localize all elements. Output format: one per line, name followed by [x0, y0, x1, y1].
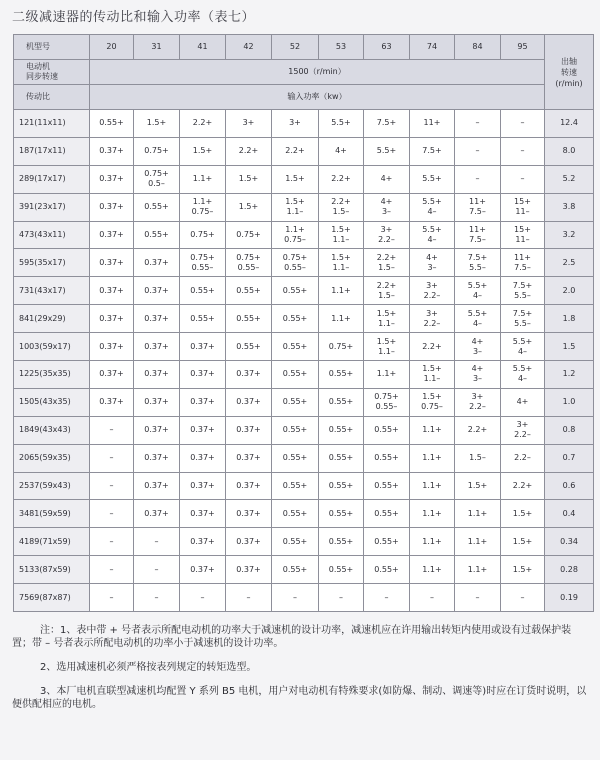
power-cell: 1.5+ [501, 556, 545, 584]
power-cell: – [90, 528, 134, 556]
power-cell: 7.5+ 5.5– [501, 277, 545, 305]
table-title: 二级减速器的传动比和输入功率（表七） [12, 10, 256, 25]
ratio-cell: 731(43x17) [14, 277, 90, 305]
model-header-cell: 53 [319, 35, 364, 60]
power-cell: 1.5+ 1.1– [319, 249, 364, 277]
power-cell: 0.75+ 0.5– [134, 165, 180, 193]
ratio-cell: 595(35x17) [14, 249, 90, 277]
power-cell: 1.5+ 1.1– [364, 305, 410, 333]
ratio-cell: 187(17x11) [14, 137, 90, 165]
output-speed-cell: 2.5 [545, 249, 594, 277]
power-cell: 0.55+ [180, 277, 226, 305]
power-cell: 1.5– [455, 444, 501, 472]
power-cell: 3+ 2.2– [501, 416, 545, 444]
power-cell: 0.55+ [319, 444, 364, 472]
power-cell: 0.75+ 0.55– [180, 249, 226, 277]
power-cell: 0.37+ [90, 249, 134, 277]
power-cell: 0.55+ [272, 361, 319, 389]
power-cell: 0.37+ [180, 472, 226, 500]
power-cell: 0.55+ [272, 500, 319, 528]
power-cell: 0.37+ [180, 361, 226, 389]
power-cell: 0.55+ [319, 361, 364, 389]
power-cell: 0.55+ [364, 444, 410, 472]
power-cell: 0.37+ [180, 444, 226, 472]
power-cell: 0.37+ [226, 388, 272, 416]
power-cell: 1.5+ [501, 500, 545, 528]
power-cell: – [455, 584, 501, 612]
power-cell: 0.55+ [272, 333, 319, 361]
output-speed-cell: 0.28 [545, 556, 594, 584]
power-cell: 1.1+ [410, 416, 455, 444]
power-cell: 0.75+ [180, 221, 226, 249]
power-cell: – [455, 110, 501, 138]
power-cell: – [501, 584, 545, 612]
power-cell: 1.1+ 0.75– [272, 221, 319, 249]
ratio-cell: 473(43x11) [14, 221, 90, 249]
power-cell: 5.5+ 4– [501, 333, 545, 361]
power-cell: 0.55+ [364, 556, 410, 584]
power-cell: 0.55+ [364, 528, 410, 556]
power-cell: – [90, 472, 134, 500]
ratio-cell: 2065(59x35) [14, 444, 90, 472]
power-cell: 0.37+ [180, 333, 226, 361]
power-cell: 0.37+ [134, 361, 180, 389]
power-cell: 0.37+ [226, 528, 272, 556]
power-cell: 1.1+ [455, 500, 501, 528]
power-cell: 2.2+ [410, 333, 455, 361]
ratio-cell: 7569(87x87) [14, 584, 90, 612]
ratio-label: 传动比 [14, 85, 90, 110]
model-header-cell: 74 [410, 35, 455, 60]
power-cell: 2.2+ [319, 165, 364, 193]
power-cell: 0.37+ [90, 388, 134, 416]
power-cell: 1.1+ [180, 165, 226, 193]
power-cell: 2.2+ 1.5– [319, 193, 364, 221]
ratio-cell: 3481(59x59) [14, 500, 90, 528]
model-header-cell: 20 [90, 35, 134, 60]
output-speed-cell: 0.19 [545, 584, 594, 612]
power-cell: 1.1+ [410, 528, 455, 556]
output-speed-cell: 0.8 [545, 416, 594, 444]
output-speed-cell: 0.34 [545, 528, 594, 556]
table-row [14, 500, 594, 528]
ratio-cell: 4189(71x59) [14, 528, 90, 556]
output-speed-cell: 5.2 [545, 165, 594, 193]
power-cell: 0.37+ [226, 444, 272, 472]
power-cell: 2.2+ 1.5– [364, 277, 410, 305]
table-row [14, 444, 594, 472]
power-cell: 0.37+ [180, 388, 226, 416]
power-cell: 1.5+ 1.1– [364, 333, 410, 361]
power-cell: 15+ 11– [501, 193, 545, 221]
power-cell: 5.5+ 4– [455, 305, 501, 333]
power-cell: 5.5+ 4– [410, 221, 455, 249]
power-cell: 3+ 2.2– [455, 388, 501, 416]
power-cell: 0.37+ [134, 277, 180, 305]
power-cell: 3+ 2.2– [410, 277, 455, 305]
power-cell: 1.1+ [319, 305, 364, 333]
power-cell: 0.55+ [134, 193, 180, 221]
power-cell: 0.55+ [319, 472, 364, 500]
output-speed-cell: 1.5 [545, 333, 594, 361]
power-cell: 2.2– [501, 444, 545, 472]
power-cell: 0.75+ [134, 137, 180, 165]
output-speed-cell: 1.0 [545, 388, 594, 416]
ratio-cell: 5133(87x59) [14, 556, 90, 584]
power-cell: 0.55+ [364, 416, 410, 444]
power-cell: 2.2+ [455, 416, 501, 444]
power-cell: 0.37+ [90, 165, 134, 193]
model-header-cell: 42 [226, 35, 272, 60]
power-cell: 0.37+ [180, 556, 226, 584]
table-row [14, 110, 594, 138]
power-cell: 0.75+ [226, 221, 272, 249]
output-speed-cell: 12.4 [545, 110, 594, 138]
power-cell: 0.55+ [272, 277, 319, 305]
power-cell: 1.1+ [319, 277, 364, 305]
table-row [14, 361, 594, 389]
power-cell: 0.75+ 0.55– [226, 249, 272, 277]
power-cell: 0.37+ [134, 388, 180, 416]
power-cell: 2.2+ [501, 472, 545, 500]
table-row [14, 277, 594, 305]
power-cell: 1.5+ 1.1– [319, 221, 364, 249]
note-2: 2、选用减速机必须严格按表列规定的转矩选型。 [40, 662, 257, 673]
power-cell: – [134, 584, 180, 612]
power-cell: 1.5+ [501, 528, 545, 556]
power-cell: 0.37+ [90, 221, 134, 249]
power-cell: 0.75+ [319, 333, 364, 361]
power-cell: 11+ [410, 110, 455, 138]
power-cell: 0.37+ [134, 333, 180, 361]
power-cell: – [90, 500, 134, 528]
power-cell: – [455, 165, 501, 193]
ratio-cell: 289(17x17) [14, 165, 90, 193]
power-cell: 2.2+ 1.5– [364, 249, 410, 277]
power-cell: 0.55+ [319, 388, 364, 416]
power-cell: 0.37+ [180, 416, 226, 444]
power-cell: 0.37+ [90, 305, 134, 333]
power-cell: 2.2+ [226, 137, 272, 165]
motor-speed-label: 电动机 同步转速 [14, 60, 90, 85]
power-cell: 7.5+ [410, 137, 455, 165]
power-cell: 0.37+ [134, 500, 180, 528]
power-cell: 11+ 7.5– [455, 221, 501, 249]
power-cell: 1.1+ [455, 556, 501, 584]
table-row [14, 528, 594, 556]
power-cell: 2.2+ [272, 137, 319, 165]
table-row [14, 388, 594, 416]
power-cell: 1.1+ [410, 472, 455, 500]
ratio-cell: 121(11x11) [14, 110, 90, 138]
power-cell: 1.5+ 1.1– [272, 193, 319, 221]
power-cell: 0.55+ [272, 472, 319, 500]
power-cell: 0.37+ [226, 416, 272, 444]
power-cell: – [134, 528, 180, 556]
model-header-cell: 31 [134, 35, 180, 60]
table-row [14, 305, 594, 333]
ratio-cell: 1225(35x35) [14, 361, 90, 389]
output-speed-cell: 2.0 [545, 277, 594, 305]
power-cell: – [455, 137, 501, 165]
power-cell: 0.37+ [90, 361, 134, 389]
power-cell: 1.1+ [455, 528, 501, 556]
power-cell: 3+ [226, 110, 272, 138]
power-cell: 0.55+ [272, 556, 319, 584]
power-cell: 0.75+ 0.55– [272, 249, 319, 277]
power-cell: 0.37+ [134, 305, 180, 333]
power-cell: 5.5+ [319, 110, 364, 138]
power-cell: 0.55+ [226, 277, 272, 305]
output-speed-cell: 0.7 [545, 444, 594, 472]
power-cell: 1.5+ [180, 137, 226, 165]
power-cell: 0.55+ [272, 388, 319, 416]
power-cell: 5.5+ [364, 137, 410, 165]
power-cell: 0.55+ [272, 305, 319, 333]
model-header-cell: 63 [364, 35, 410, 60]
power-cell: – [90, 556, 134, 584]
table-row [14, 193, 594, 221]
power-cell: 4+ [364, 165, 410, 193]
table-row [14, 137, 594, 165]
power-cell: – [410, 584, 455, 612]
power-cell: – [364, 584, 410, 612]
table-row [14, 584, 594, 612]
power-cell: 3+ 2.2– [364, 221, 410, 249]
model-header-cell: 95 [501, 35, 545, 60]
power-cell: – [90, 416, 134, 444]
power-cell: 1.1+ [410, 556, 455, 584]
power-cell: 1.5+ 1.1– [410, 361, 455, 389]
power-cell: 4+ 3– [455, 361, 501, 389]
power-cell: 1.1+ [410, 444, 455, 472]
power-cell: 11+ 7.5– [501, 249, 545, 277]
power-cell: 5.5+ [410, 165, 455, 193]
power-cell: 1.1+ [364, 361, 410, 389]
table-row [14, 333, 594, 361]
power-cell: 1.5+ [455, 472, 501, 500]
power-cell: 5.5+ 4– [410, 193, 455, 221]
power-cell: 0.37+ [180, 500, 226, 528]
power-cell: 0.37+ [180, 528, 226, 556]
model-header-cell: 84 [455, 35, 501, 60]
power-cell: 0.55+ [226, 333, 272, 361]
power-cell: 0.37+ [226, 472, 272, 500]
power-cell: – [319, 584, 364, 612]
power-cell: 0.37+ [134, 416, 180, 444]
power-cell: 7.5+ 5.5– [501, 305, 545, 333]
power-cell: 4+ 3– [364, 193, 410, 221]
power-cell: 15+ 11– [501, 221, 545, 249]
power-cell: 1.5+ [272, 165, 319, 193]
power-cell: – [180, 584, 226, 612]
power-cell: 0.55+ [180, 305, 226, 333]
power-cell: 4+ 3– [410, 249, 455, 277]
power-cell: 5.5+ 4– [501, 361, 545, 389]
power-cell: 0.55+ [272, 444, 319, 472]
model-label: 机型号 [14, 35, 90, 60]
power-cell: 1.1+ 0.75– [180, 193, 226, 221]
ratio-cell: 1003(59x17) [14, 333, 90, 361]
table-row [14, 249, 594, 277]
output-speed-cell: 3.2 [545, 221, 594, 249]
ratio-cell: 1849(43x43) [14, 416, 90, 444]
output-speed-cell: 8.0 [545, 137, 594, 165]
note-3: 3、本厂电机直联型减速机均配置 Y 系列 B5 电机，用户对电动机有特殊要求(如防爆、制动、调速等)时应在订货时说明，以便供配相应的电机。 [12, 686, 587, 710]
model-header-cell: 41 [180, 35, 226, 60]
output-speed-cell: 1.2 [545, 361, 594, 389]
power-cell: 0.55+ [226, 305, 272, 333]
power-cell: 2.2+ [180, 110, 226, 138]
power-cell: – [90, 584, 134, 612]
power-cell: 0.37+ [90, 277, 134, 305]
note-1: 注：1、表中带 + 号者表示所配电动机的功率大于减速机的设计功率，减速机应在许用输出转矩内使用或设有过载保护装置；带 – 号者表示所配电动机的功率小于减速机的设计功率。 [12, 625, 572, 649]
output-speed-cell: 1.8 [545, 305, 594, 333]
power-ratio-table [13, 34, 594, 612]
power-cell: – [501, 137, 545, 165]
power-cell: 4+ [501, 388, 545, 416]
power-cell: 0.55+ [319, 416, 364, 444]
power-cell: 0.37+ [226, 500, 272, 528]
output-speed-cell: 0.4 [545, 500, 594, 528]
power-cell: 4+ [319, 137, 364, 165]
power-cell: 7.5+ [364, 110, 410, 138]
power-cell: 0.37+ [90, 193, 134, 221]
power-cell: 1.1+ [410, 500, 455, 528]
power-cell: 0.37+ [90, 333, 134, 361]
power-cell: 3+ [272, 110, 319, 138]
power-cell: 0.55+ [364, 472, 410, 500]
power-cell: 0.37+ [226, 556, 272, 584]
power-cell: – [501, 110, 545, 138]
ratio-cell: 1505(43x35) [14, 388, 90, 416]
power-cell: 0.55+ [319, 500, 364, 528]
power-cell: 5.5+ 4– [455, 277, 501, 305]
table-row [14, 416, 594, 444]
output-speed-header: 出轴 转速 (r/min) [545, 35, 594, 110]
table-row [14, 556, 594, 584]
notes-section [12, 624, 590, 722]
output-speed-cell: 0.6 [545, 472, 594, 500]
table-row [14, 472, 594, 500]
power-cell: 0.75+ 0.55– [364, 388, 410, 416]
power-cell: 0.37+ [134, 444, 180, 472]
output-speed-cell: 3.8 [545, 193, 594, 221]
power-cell: – [226, 584, 272, 612]
power-cell: 0.55+ [319, 528, 364, 556]
power-cell: 0.55+ [272, 416, 319, 444]
power-cell: 1.5+ [134, 110, 180, 138]
power-cell: 0.55+ [134, 221, 180, 249]
power-cell: 0.55+ [319, 556, 364, 584]
power-cell: – [90, 444, 134, 472]
power-cell: 11+ 7.5– [455, 193, 501, 221]
ratio-cell: 2537(59x43) [14, 472, 90, 500]
power-cell: 0.37+ [226, 361, 272, 389]
power-cell: 0.37+ [90, 137, 134, 165]
power-cell: 0.55+ [272, 528, 319, 556]
model-header-cell: 52 [272, 35, 319, 60]
power-cell: 7.5+ 5.5– [455, 249, 501, 277]
power-cell: – [501, 165, 545, 193]
power-cell: – [272, 584, 319, 612]
table-row [14, 221, 594, 249]
table-row [14, 165, 594, 193]
ratio-cell: 841(29x29) [14, 305, 90, 333]
power-cell: 0.37+ [134, 472, 180, 500]
power-cell: 0.37+ [134, 249, 180, 277]
input-power-label: 输入功率（kw） [90, 85, 545, 110]
power-cell: – [134, 556, 180, 584]
power-cell: 1.5+ [226, 165, 272, 193]
power-cell: 4+ 3– [455, 333, 501, 361]
power-cell: 0.55+ [364, 500, 410, 528]
power-cell: 1.5+ [226, 193, 272, 221]
power-cell: 3+ 2.2– [410, 305, 455, 333]
ratio-cell: 391(23x17) [14, 193, 90, 221]
motor-speed-value: 1500（r/min） [90, 60, 545, 85]
power-cell: 1.5+ 0.75– [410, 388, 455, 416]
power-cell: 0.55+ [90, 110, 134, 138]
